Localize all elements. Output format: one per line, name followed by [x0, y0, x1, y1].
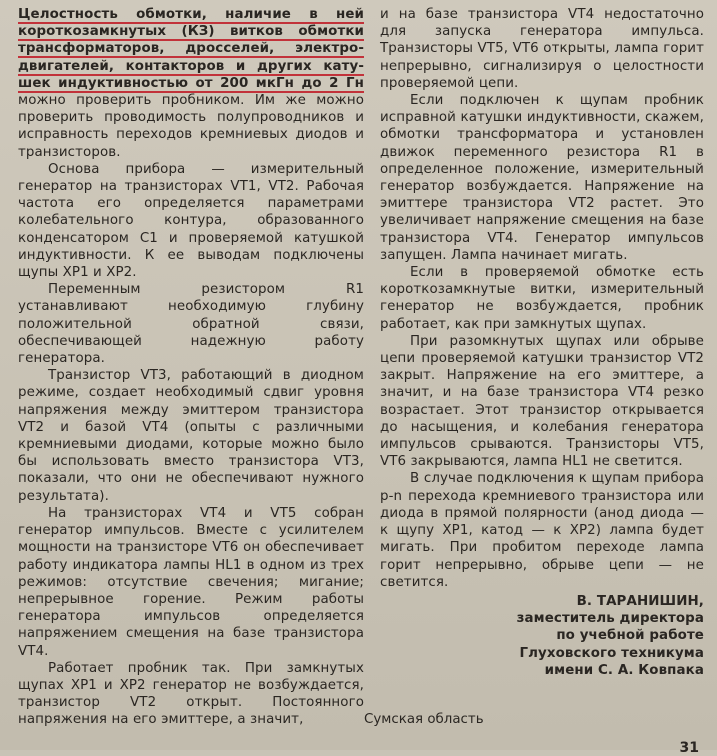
paragraph: Основа прибора — измерительный генератор на транзисторах VT1, VT2. Рабочая частота его определяется параметрами колебательного контура, образованного конденсатором C1 и проверяемой катушкой индуктивности. К ее выводам подключены щупы XP1 и XP2.: [18, 161, 364, 281]
paragraph: Если подключен к щупам пробник исправной катушки индуктивности, скажем, обмотки трансформатора и установлен движок переменного резистора R1 в определенное положение, измерительный генератор возбуждается. Напряжение на эмиттере транзистора VT2 растет. Это увеличивает напряжение смещения на базе транзистора VT4. Генератор импульсов запущен. Лампа начинает мигать.: [380, 93, 704, 263]
highlight-line: шек индуктивностью от 200 мкГн до 2 Гн: [18, 75, 364, 91]
paragraph: Переменным резистором R1 устанавливают необходимую глубину положительной обратной связи, обеспечивающей надежную работу генератора.: [18, 282, 364, 367]
author-signature: [380, 593, 704, 679]
author-title: имени С. А. Ковпака: [544, 662, 704, 678]
left-column: [18, 6, 364, 729]
highlight-line: Целостность обмотки, наличие в ней: [18, 7, 364, 22]
paragraph: В случае подключения к щупам прибора p-n перехода кремниевого транзистора или диода в прямой полярности (анод диода — к щупу XP1, катод — к XP2) лампа будет мигать. При пробитом переходе лампа горит непрерывно, обрыве цепи — не светится.: [380, 471, 704, 590]
highlighted-intro: [18, 6, 364, 92]
author-region: Сумская область: [364, 712, 484, 727]
paragraph: Если в проверяемой обмотке есть короткозамкнутые витки, измерительный генератор не возбуждается, пробник работает, как при замкнутых щупах.: [380, 265, 704, 332]
highlight-line: трансформаторов, дросселей, электро-: [18, 41, 364, 57]
paragraph: Работает пробник так. При замкнутых щупах XP1 и XP2 генератор не возбуждается, транзистор VT2 открыт. Постоянного напряжения на его эмиттере, а значит,: [18, 660, 364, 728]
page-number: 31: [679, 740, 699, 756]
paragraph: Транзистор VT3, работающий в диодном режиме, создает необходимый сдвиг уровня напряжения между эмиттером транзистора VT2 и базой VT4 (опыты с различными кремниевыми диодами, которые можно было бы использовать вместо транзистора VT3, показали, что они не обеспечивают нужного результата).: [18, 368, 364, 504]
paragraph: можно проверить пробником. Им же можно проверить проводимость полупроводников и исправность переходов кремниевых диодов и транзисторов.: [18, 93, 364, 160]
author-name: В. ТАРАНИШИН,: [576, 593, 704, 609]
author-title: по учебной работе: [556, 628, 704, 644]
highlight-line: короткозамкнутых (КЗ) витков обмотки: [18, 24, 364, 40]
highlight-line: двигателей, контакторов и других кату-: [18, 58, 364, 74]
author-title: заместитель директора: [516, 611, 704, 627]
paragraph: При разомкнутых щупах или обрыве цепи проверяемой катушки транзистор VT2 закрыт. Напряжение на его эмиттере, а значит, и на базе транзистора VT4 резко возрастает. Этот транзистор открывается до насыщения, и колебания генератора импульсов срываются. Транзисторы VT5, VT6 закрываются, лампа HL1 не светится.: [380, 333, 704, 470]
paragraph: и на базе транзистора VT4 недостаточно для запуска генератора импульса. Транзисторы VT5, VT6 открыты, лампа горит непрерывно, сигнализируя о целостности проверяемой цепи.: [380, 7, 704, 91]
paragraph: На транзисторах VT4 и VT5 собран генератор импульсов. Вместе с усилителем мощности на транзисторе VT6 он обеспечивает работу индикатора лампы HL1 в одном из трех режимов: отсутствие свечения; мигание; непрерывное горение. Режим работы генератора импульсов определяется напряжением смещения на базе транзистора VT4.: [18, 505, 364, 659]
right-column: [380, 6, 704, 679]
author-title: Глуховского техникума: [519, 645, 704, 661]
